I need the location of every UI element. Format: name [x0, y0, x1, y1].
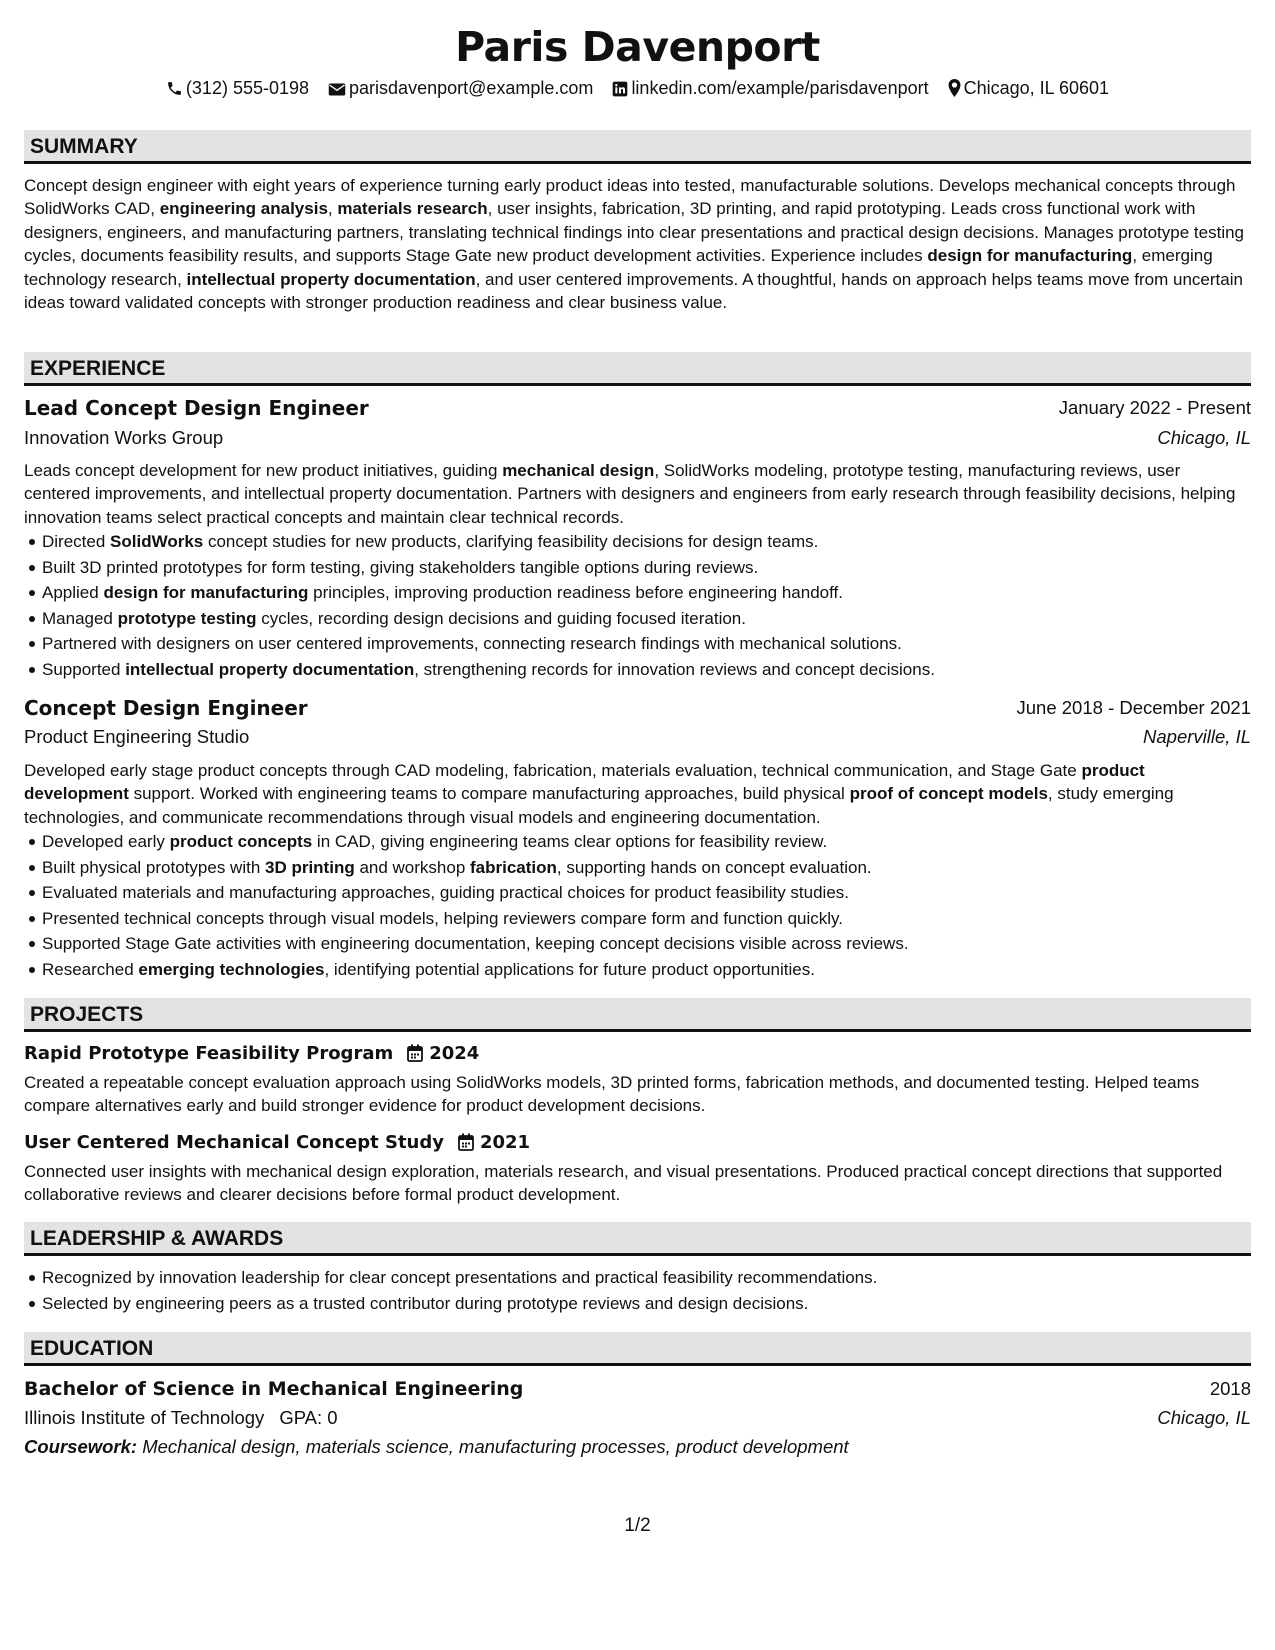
- school-line: [24, 1405, 338, 1431]
- section-heading-summary: SUMMARY: [24, 130, 1251, 164]
- project-description: Created a repeatable concept evaluation approach using SolidWorks models, 3D printed forms, fabrication methods, and documented testing. Helped teams compare alternatives early and build stronger evidence for product development decisions.: [24, 1073, 1200, 1116]
- job-bullets: [24, 529, 1269, 683]
- list-item: [42, 606, 1269, 632]
- text-run: Supported: [42, 659, 126, 679]
- bold-keyword: 3D printing: [265, 857, 355, 877]
- text-run: Concept design engineer with eight years of experience turning early product ideas into tested, manufacturable solutions. Develops mechanical concepts through SolidWorks CAD,: [24, 176, 1236, 219]
- text-run: , supporting hands on concept evaluation.: [556, 857, 872, 877]
- contact-location-text: Chicago, IL 60601: [963, 78, 1110, 98]
- contact-bar: [24, 76, 1251, 100]
- list-item: Selected by engineering peers as a trusted contributor during prototype reviews and design decisions.: [42, 1291, 1269, 1317]
- bold-keyword: prototype testing: [117, 608, 257, 628]
- section-heading-leadership: LEADERSHIP & AWARDS: [24, 1222, 1251, 1256]
- text-run: cycles, recording design decisions and guiding focused iteration.: [256, 608, 746, 628]
- school-name: Illinois Institute of Technology: [24, 1407, 265, 1428]
- degree-title: Bachelor of Science in Mechanical Engineering: [24, 1378, 524, 1400]
- page-number: 1/2: [624, 1515, 651, 1536]
- graduation-year: 2018: [1209, 1378, 1251, 1399]
- contact-email[interactable]: [328, 76, 593, 100]
- candidate-name: Paris Davenport: [455, 23, 820, 71]
- text-run: principles, improving production readiness before engineering handoff.: [308, 583, 843, 603]
- bold-keyword: product concepts: [169, 832, 313, 851]
- text-run: , strengthening records for innovation reviews and concept decisions.: [414, 659, 935, 679]
- bold-keyword: product development: [24, 761, 1145, 804]
- project-title: Rapid Prototype Feasibility Program 2024: [24, 1043, 480, 1064]
- bold-keyword: fabrication: [470, 857, 557, 877]
- text-run: Supported Stage Gate activities with engineering documentation, keeping concept decisions visible across reviews.: [42, 934, 909, 954]
- summary-text: [24, 174, 1251, 314]
- job-description: [24, 459, 1251, 529]
- job-dates: June 2018 - December 2021: [1016, 697, 1251, 718]
- project-year: 2024: [429, 1043, 480, 1064]
- coursework: [24, 1434, 849, 1460]
- contact-location: [948, 76, 1109, 100]
- text-run: , user insights, fabrication, 3D printing, and rapid prototyping. Leads cross functional work with designers, engineers, and manufacturing partners, translating technical findings into clear presentations and practical design decisions. Manages prototype testing cycles, documents feasibility results, and supports Stage Gate new product development activities. Experience includes: [24, 199, 1244, 266]
- job-title: Concept Design Engineer: [24, 696, 308, 720]
- text-run: , and user centered improvements. A thoughtful, hands on approach helps teams move from uncertain ideas toward validated concepts with stronger production readiness and clear business value.: [24, 269, 1243, 313]
- project-title: User Centered Mechanical Concept Study 2021: [24, 1132, 531, 1153]
- bold-keyword: design for manufacturing: [927, 246, 1133, 266]
- bold-keyword: intellectual property documentation: [186, 269, 476, 289]
- text-run: , study emerging technologies, and communicate recommendations through visual models and engineering documentation.: [24, 784, 1174, 827]
- list-item: [42, 631, 1269, 657]
- bold-keyword: engineering analysis: [159, 199, 328, 219]
- resume-page: [24, 0, 1251, 1650]
- bold-keyword: emerging technologies: [138, 959, 325, 979]
- coursework-text: Mechanical design, materials science, manufacturing processes, product development: [142, 1436, 849, 1457]
- job-company: Product Engineering Studio: [24, 726, 250, 747]
- text-run: Developed early: [42, 832, 170, 851]
- section-heading-projects: PROJECTS: [24, 998, 1251, 1032]
- list-item: [42, 555, 1269, 581]
- calendar-icon: [458, 1133, 474, 1151]
- project-description: Connected user insights with mechanical design exploration, materials research, and visual presentations. Produced practical concept directions that supported collaborative reviews and clearer decisions before formal product development.: [24, 1162, 1223, 1205]
- text-run: , SolidWorks modeling, prototype testing, manufacturing reviews, user centered improvements, and intellectual property documentation. Partners with designers and engineers from early research through feasibility decisions, helping innovation teams select practical concepts and maintain clear technical records.: [24, 461, 1236, 527]
- list-item: [42, 657, 1269, 683]
- list-item: [42, 829, 1269, 855]
- leadership-bullets: [24, 1265, 1269, 1316]
- envelope-icon: [328, 82, 346, 97]
- list-item: Recognized by innovation leadership for clear concept presentations and practical feasibility recommendations.: [42, 1265, 1269, 1291]
- text-run: Directed: [42, 532, 111, 551]
- text-run: Presented technical concepts through visual models, helping reviewers compare form and function quickly.: [42, 908, 843, 928]
- list-item: [42, 880, 1269, 906]
- contact-phone-text: (312) 555-0198: [185, 78, 310, 98]
- bold-keyword: mechanical design: [502, 461, 655, 480]
- list-item: [42, 906, 1269, 932]
- text-run: Built 3D printed prototypes for form testing, giving stakeholders tangible options during reviews.: [42, 557, 759, 577]
- list-item: [42, 855, 1269, 881]
- project-year: 2021: [479, 1132, 531, 1153]
- bold-keyword: materials research: [337, 199, 488, 219]
- text-run: , identifying potential applications for future product opportunities.: [324, 959, 815, 979]
- calendar-icon: [407, 1044, 423, 1062]
- text-run: in CAD, giving engineering teams clear options for feasibility review.: [312, 832, 828, 851]
- coursework-label: Coursework:: [24, 1436, 138, 1457]
- bold-keyword: intellectual property documentation: [125, 659, 415, 679]
- job-company: Innovation Works Group: [24, 427, 224, 448]
- contact-linkedin[interactable]: [612, 76, 928, 100]
- section-heading-experience: EXPERIENCE: [24, 352, 1251, 386]
- linkedin-icon: [612, 81, 628, 97]
- job-description: [24, 759, 1251, 829]
- text-run: Managed: [42, 608, 118, 628]
- list-item: [42, 931, 1269, 957]
- bold-keyword: design for manufacturing: [103, 583, 309, 603]
- contact-email-text: parisdavenport@example.com: [349, 78, 594, 98]
- text-run: Partnered with designers on user centered improvements, connecting research findings with mechanical solutions.: [42, 634, 902, 654]
- text-run: Leads concept development for new product initiatives, guiding: [24, 461, 503, 480]
- text-run: Evaluated materials and manufacturing approaches, guiding practical choices for product feasibility studies.: [42, 883, 850, 903]
- gpa: GPA: 0: [279, 1407, 338, 1428]
- contact-phone[interactable]: [166, 76, 309, 100]
- job-dates: January 2022 - Present: [1058, 397, 1251, 418]
- map-pin-icon: [948, 79, 961, 97]
- job-title: Lead Concept Design Engineer: [24, 396, 369, 420]
- school-location: Chicago, IL: [1157, 1407, 1251, 1428]
- job-location: Chicago, IL: [1157, 427, 1251, 448]
- job-bullets: [24, 829, 1269, 983]
- list-item: [42, 580, 1269, 606]
- job-location: Naperville, IL: [1143, 726, 1251, 747]
- contact-linkedin-text: linkedin.com/example/parisdavenport: [631, 78, 929, 98]
- text-run: Researched: [42, 959, 139, 979]
- section-heading-education: EDUCATION: [24, 1332, 1251, 1366]
- text-run: support. Worked with engineering teams to compare manufacturing approaches, build physical: [128, 784, 850, 804]
- text-run: Developed early stage product concepts through CAD modeling, fabrication, materials evaluation, technical communication, and Stage Gate: [24, 761, 1082, 780]
- bold-keyword: proof of concept models: [849, 784, 1048, 804]
- list-item: [42, 957, 1269, 983]
- text-run: concept studies for new products, clarifying feasibility decisions for design teams.: [203, 532, 819, 551]
- phone-icon: [166, 80, 183, 97]
- text-run: , emerging technology research,: [24, 246, 1213, 289]
- text-run: Applied: [42, 583, 104, 603]
- text-run: ,: [327, 199, 338, 219]
- list-item: [42, 529, 1269, 555]
- text-run: and workshop: [354, 857, 471, 877]
- bold-keyword: SolidWorks: [110, 532, 204, 551]
- text-run: Built physical prototypes with: [42, 857, 265, 877]
